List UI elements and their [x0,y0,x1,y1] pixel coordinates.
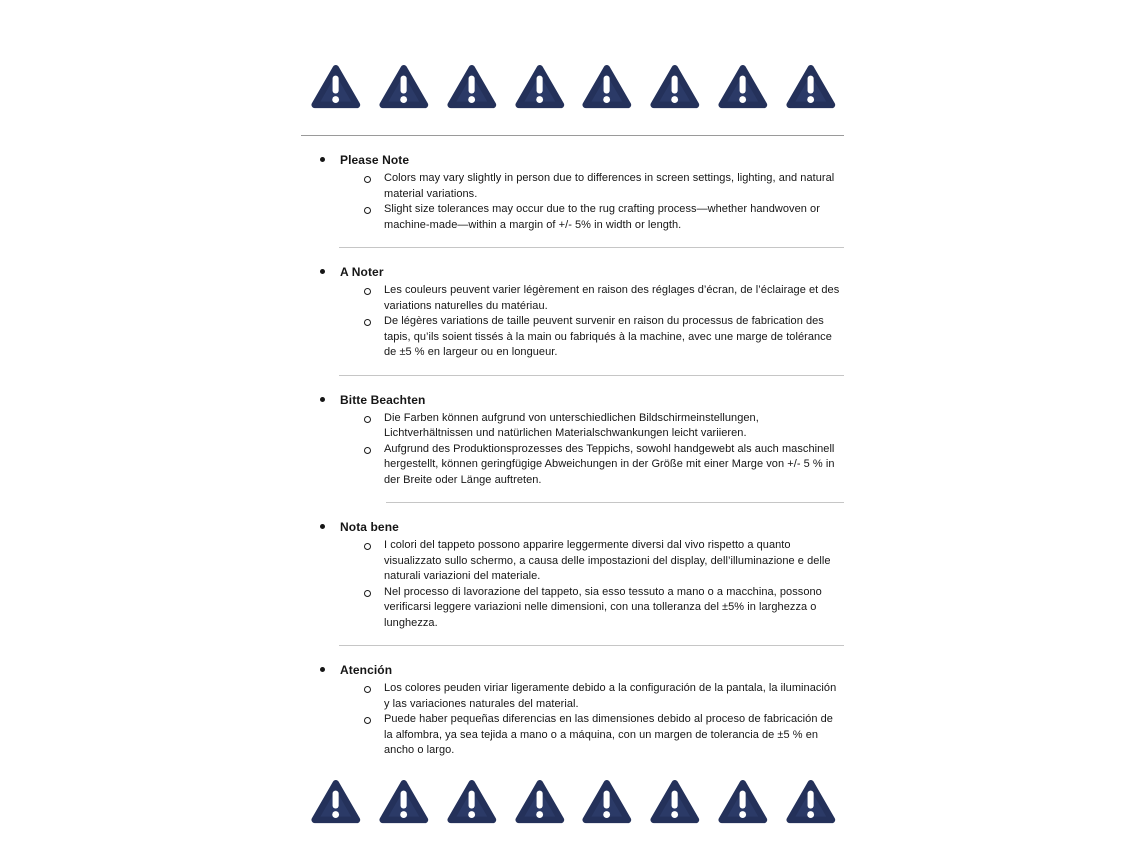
section-bullet-list [301,411,844,489]
circle-bullet-marker [364,319,371,326]
bullet-marker [320,667,325,672]
warning-triangle-icon [445,60,497,114]
warning-triangle-icon [648,60,700,114]
bullet-text: Puede haber pequeñas diferencias en las dimensiones debido al proceso de fabricación de la alfombra, ya sea tejida a mano o a máquina, con un margen de tolerancia de ±5 % en ancho o largo. [384,713,833,756]
bullet-text: Les couleurs peuvent varier légèrement en raison des réglages d’écran, de l’éclairage et des variations naturelles du matériau. [384,284,840,312]
warning-triangle-icon [445,775,497,829]
notice-bullet [301,585,844,632]
section-heading: Please Note [340,153,410,167]
bullet-marker [320,269,325,274]
circle-bullet-marker [364,543,371,550]
section-bullet-list [301,171,844,233]
warning-icons-row-bottom [309,775,836,829]
section-heading: Bitte Beachten [340,392,426,407]
notice-bullet [301,202,844,233]
warning-triangle-icon [648,775,700,829]
warning-icons-row-top [309,60,836,114]
circle-bullet-marker [364,176,371,183]
warning-triangle-icon [377,775,429,829]
section-heading: Nota bene [340,520,399,534]
notice-bullet [301,712,844,759]
bullet-text: Los colores peuden viriar ligeramente debido a la configuración de la pantala, la iluminación y las variaciones naturales del material. [384,682,837,710]
section-bullet-list [301,538,844,631]
bullet-text: Slight size tolerances may occur due to the rug crafting process—whether handwoven or machine-made—within a margin of +/- 5% in width or length. [384,203,820,231]
warning-triangle-icon [513,60,565,114]
warning-triangle-icon [309,775,361,829]
bullet-text: Aufgrund des Produktionsprozesses des Teppichs, sowohl handgewebt als auch maschinell hergestellt, können geringfügige Abweichungen in der Größe mit einer Marge von +/- 5 % in der Breite oder Länge auftreten. [384,442,835,486]
notice-bullet [301,283,844,314]
bullet-text: Colors may vary slightly in person due to differences in screen settings, lighting, and natural material variations. [384,172,835,200]
circle-bullet-marker [364,686,371,693]
section-divider [339,645,844,646]
warning-triangle-icon [716,60,768,114]
section-divider [339,247,844,248]
section-bullet-list [301,283,844,361]
warning-triangle-icon [716,775,768,829]
warning-triangle-icon [309,60,361,114]
warning-triangle-icon [513,775,565,829]
circle-bullet-marker [364,590,371,597]
notice-bullet [301,411,844,442]
circle-bullet-marker [364,717,371,724]
notice-section [301,520,844,646]
circle-bullet-marker [364,207,371,214]
notice-section [301,663,844,759]
section-bullet-list [301,681,844,759]
notice-bullet [301,681,844,712]
section-heading-row [301,393,844,407]
section-divider [386,502,844,503]
bullet-marker [320,524,325,529]
notice-bullet [301,314,844,361]
notice-section [301,265,844,376]
bullet-marker [320,157,325,162]
section-heading-row [301,663,844,677]
bullet-text: Nel processo di lavorazione del tappeto, sia esso tessuto a mano o a macchina, possono verificarsi leggere variazioni nelle dimensioni, con una tolleranza del ±5% in larghezza o lunghezza. [384,585,822,629]
top-divider [301,135,844,136]
circle-bullet-marker [364,288,371,295]
bullet-text: De légères variations de taille peuvent survenir en raison du processus de fabrication des tapis, qu’ils soient tissés à la main ou fabriqués à la machine, avec une marge de tolérance de ±5 % en largeur ou en longueur. [384,315,832,358]
warning-triangle-icon [580,775,632,829]
notice-content [301,0,844,829]
section-heading: Atención [340,663,393,677]
warning-triangle-icon [580,60,632,114]
section-heading-row [301,520,844,534]
circle-bullet-marker [364,416,371,423]
warning-triangle-icon [377,60,429,114]
notice-section [301,153,844,248]
section-heading-row [301,153,844,167]
section-heading-row [301,265,844,279]
circle-bullet-marker [364,447,371,454]
notice-section [301,393,844,504]
notice-bullet [301,538,844,585]
bullet-text: Die Farben können aufgrund von unterschiedlichen Bildschirmeinstellungen, Lichtverhältnissen und natürlichen Materialschwankungen leicht variieren. [384,411,759,439]
section-divider [339,375,844,376]
section-heading: A Noter [340,265,384,279]
notice-bullet [301,442,844,489]
bullet-marker [320,397,325,402]
warning-triangle-icon [784,60,836,114]
notice-bullet [301,171,844,202]
warning-triangle-icon [784,775,836,829]
bullet-text: I colori del tappeto possono apparire leggermente diversi dal vivo rispetto a quanto visualizzato sullo schermo, a causa delle impostazioni del display, dell’illuminazione e delle naturali variazioni del materiale. [384,539,831,582]
sections [301,153,844,759]
